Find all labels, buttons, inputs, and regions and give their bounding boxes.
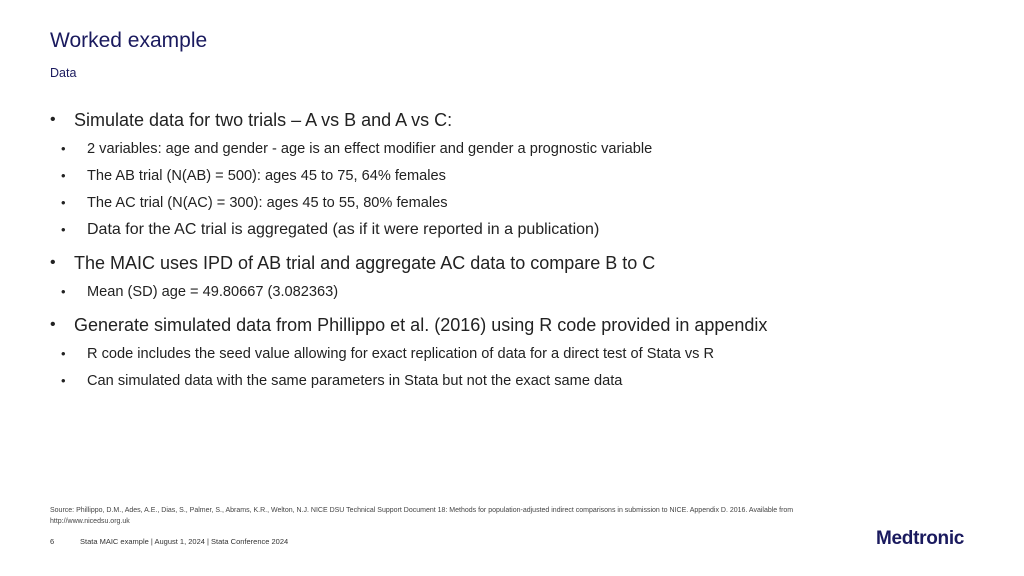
page-title: Worked example	[50, 29, 208, 52]
bullet-list	[50, 108, 980, 391]
sub-bullet-r-seed: • R code includes the seed value allowing for exact replication of data for a direct test of Stata vs R	[50, 344, 980, 364]
sub-bullet-ac-aggregated: • Data for the AC trial is aggregated (as if it were reported in a publication)	[50, 220, 980, 240]
source-citation: Source: Phillippo, D.M., Ades, A.E., Dias, S., Palmer, S., Abrams, K.R., Welton, N.J. NICE DSU Technical Support Document 18: Methods for population-adjusted indirect comparisons in submission to NICE. Appendix D. 2016. Available from http://www.nicedsu.org.uk	[50, 507, 794, 525]
footer-text: Stata MAIC example | August 1, 2024 | Stata Conference 2024	[80, 537, 289, 546]
footer	[50, 537, 288, 546]
page-subtitle: Data	[50, 66, 77, 80]
sub-bullet-mean-age: • Mean (SD) age = 49.80667 (3.082363)	[50, 282, 980, 302]
bullet-group-maic	[50, 251, 980, 302]
bullet-simulate: • Simulate data for two trials – A vs B and A vs C:	[50, 108, 980, 132]
sub-bullet-ab-trial: • The AB trial (N(AB) = 500): ages 45 to 75, 64% females	[50, 166, 980, 186]
bullet-generate: • Generate simulated data from Phillippo et al. (2016) using R code provided in appendix	[50, 313, 980, 337]
medtronic-logo: Medtronic	[876, 528, 965, 549]
bullet-group-generate	[50, 313, 980, 391]
page-number: 6	[50, 537, 55, 546]
sub-bullet-stata-sim: • Can simulated data with the same parameters in Stata but not the exact same data	[50, 371, 980, 391]
bullet-maic: • The MAIC uses IPD of AB trial and aggregate AC data to compare B to C	[50, 251, 980, 275]
bullet-group-simulate	[50, 108, 980, 240]
sub-bullet-variables: • 2 variables: age and gender - age is an effect modifier and gender a prognostic variable	[50, 139, 980, 159]
sub-bullet-ac-trial: • The AC trial (N(AC) = 300): ages 45 to 55, 80% females	[50, 193, 980, 213]
